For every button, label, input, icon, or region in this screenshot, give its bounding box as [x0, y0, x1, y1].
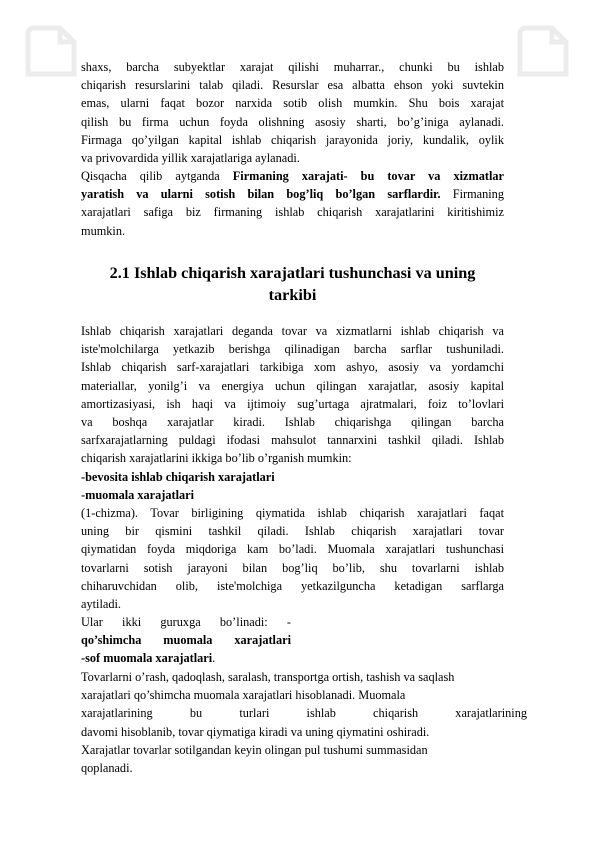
text-line: chiharuvchidan olib, iste'molchiga yetkazilguncha ketadigan sarflarga	[81, 578, 504, 593]
bold-term: qo’shimcha muomala xarajatlari	[81, 633, 291, 648]
text-run: Firmaning	[440, 187, 504, 202]
text-line: Ishlab chiqarish xarajatlari deganda tovar va xizmatlarni ishlab chiqarish va	[81, 324, 504, 338]
text-line: Ular ikki guruxga bo’linadi: -	[81, 615, 291, 629]
section-heading	[81, 262, 504, 306]
watermark-icon	[20, 20, 82, 82]
paragraph-chart-ref	[81, 504, 504, 613]
paragraph-definition	[81, 167, 504, 240]
text-line: qiymatidan foyda miqdoriga kam bo’ladi. Muomala xarajatlari tushunchasi	[81, 542, 504, 557]
text-line: amortizasiyasi, ish haqi va ijtimoiy sug’urtaga ajratmalari, foiz to’lovlari	[81, 396, 504, 411]
text-line: va boshqa xarajatlar kiradi. Ishlab chiqarishga qilingan barcha	[81, 415, 504, 430]
text-line: chiqarish resurslarini talab qiladi. Resurslar esa albatta ehson yoki suvtekin	[81, 78, 504, 93]
text-line: materiallar, yonilg’i va energiya uchun qilingan xarajatlar, asosiy kapital	[81, 378, 504, 393]
text-line: Firmaga qo’yilgan kapital ishlab chiqarish jarayonida joriy, kundalik, oylik	[81, 132, 504, 147]
text-line: Xarajatlar tovarlar sotilgandan keyin olingan pul tushumi summasidan	[81, 742, 428, 757]
list-item: -bevosita ishlab chiqarish xarajatlari	[81, 469, 275, 484]
bold-definition: Firmaning xarajati- bu tovar va xizmatlar	[232, 169, 504, 183]
text-line: qilish bu firma uchun foyda olishning asosiy sharti, bo’g’iniga aylanadi.	[81, 114, 504, 129]
text-line: Tovarlarni o’rash, qadoqlash, saralash, transportga ortish, tashish va saqlash	[81, 670, 455, 684]
text-line: emas, ularni faqat bozor narxida sotib olish mumkin. Shu bois xarajat	[81, 96, 504, 111]
text-line: xarajatlarining bu turlari ishlab chiqarish xarajatlarining	[81, 706, 527, 721]
text-run: Qisqacha qilib aytganda	[81, 169, 233, 183]
text-line	[81, 649, 291, 667]
text-line: chiqarish xarajatlarini ikkiga bo’lib o’rganish mumkin:	[81, 451, 352, 466]
text-line: aytiladi.	[81, 597, 121, 612]
heading-line: 2.1 Ishlab chiqarish xarajatlari tushunchasi va uning	[109, 264, 476, 282]
text-line	[81, 185, 504, 203]
text-line: (1-chizma). Tovar birligining qiymatida ishlab chiqarish xarajatlari faqat	[81, 506, 504, 520]
watermark-icon	[512, 20, 574, 82]
heading-line: tarkibi	[268, 286, 317, 304]
bold-term: -sof muomala xarajatlari	[81, 651, 213, 666]
text-line: sarfxarajatlarning puldagi ifodasi mahsulot tannarxini tashkil qiladi. Ishlab	[81, 433, 504, 448]
text-line: xarajatlari safiga biz firmaning ishlab chiqarish xarajatlarini kiritishimiz	[81, 205, 504, 220]
text-run: .	[212, 651, 216, 666]
text-line: uning bir qismini tashkil qiladi. Ishlab chiqarish xarajatlari tovar	[81, 524, 504, 539]
text-line: mumkin.	[81, 223, 126, 238]
text-line: Ishlab chiqarish sarf-xarajatlari tarkibiga xom ashyo, asosiy va yordamchi	[81, 360, 504, 375]
text-line: qoplanadi.	[81, 761, 133, 776]
paragraph-groups	[81, 613, 291, 668]
bold-definition: yaratish va ularni sotish bilan bog’liq bo’lgan sarflardir.	[81, 187, 441, 202]
paragraph-costs	[81, 322, 504, 504]
text-line: shaxs, barcha subyektlar xarajat qilishi muharrar., chunki bu ishlab	[81, 60, 504, 74]
text-line: davomi hisoblanib, tovar qiymatiga kiradi va uning qiymatini oshiradi.	[81, 724, 430, 739]
text-line: iste'molchilarga yetkazib berishga qilinadigan barcha sarflar tushuniladi.	[81, 342, 504, 357]
paragraph-circulation	[81, 668, 527, 777]
text-line	[81, 167, 504, 185]
text-line: tovarlarni sotish jarayoni bilan bog’liq bo’lib, shu tovarlarni ishlab	[81, 560, 504, 575]
paragraph-intro	[81, 58, 504, 167]
text-line: xarajatlari qo’shimcha muomala xarajatlari hisoblanadi. Muomala	[81, 688, 406, 703]
text-line: va privovardida yillik xarajatlariga aylanadi.	[81, 151, 300, 166]
list-item: -muomala xarajatlari	[81, 487, 195, 502]
